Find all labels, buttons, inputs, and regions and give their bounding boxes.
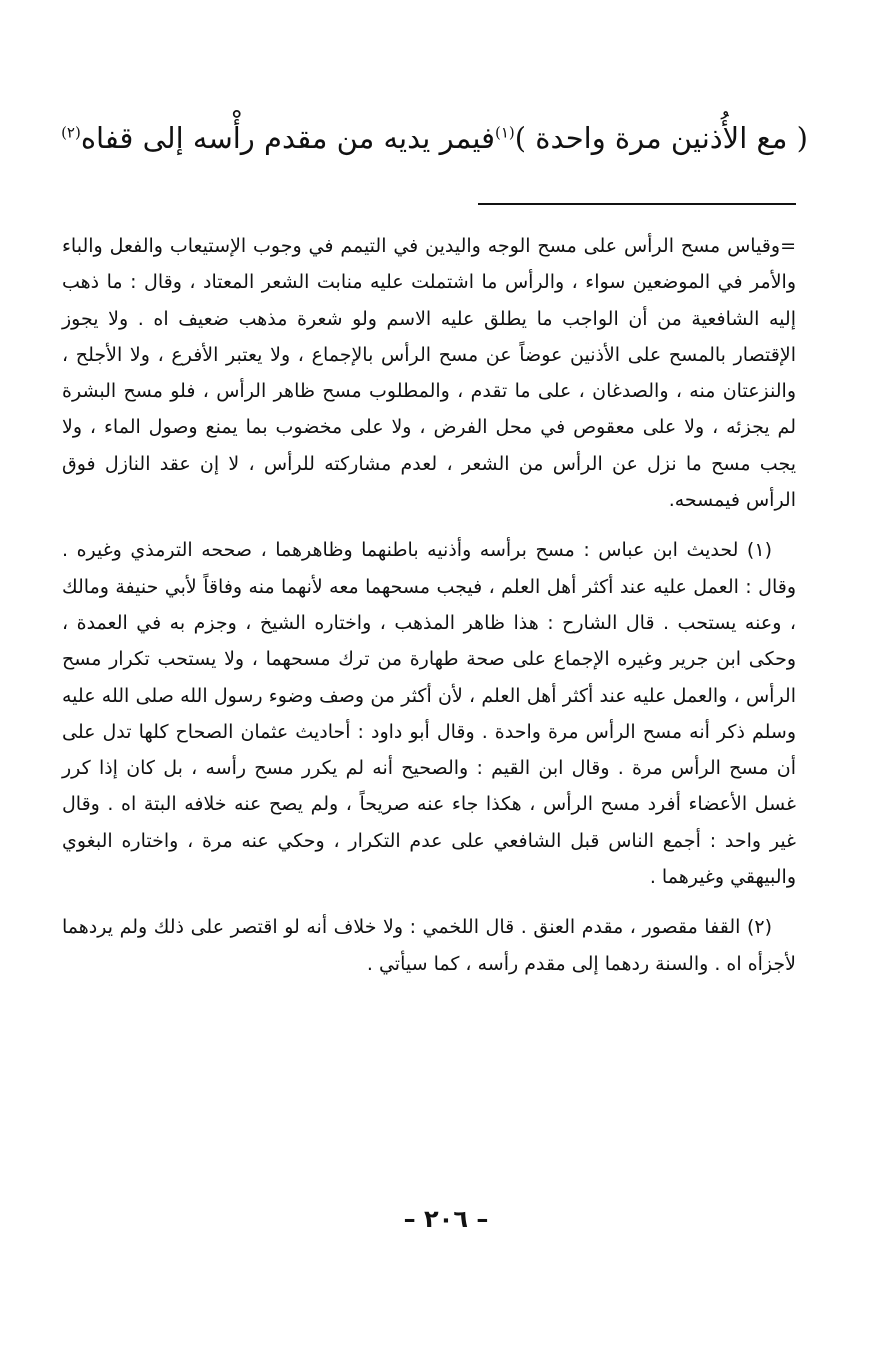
footnote-continued-paragraph: =وقياس مسح الرأس على مسح الوجه واليدين في التيمم في وجوب الإستيعاب والفعل والباء والأمر في الموضعين سواء ، والرأس ما اشتملت عليه منابت الشعر المعتاد ، وقال : ما ذهب إليه الشافعية من أن الواجب ما يطلق عليه الاسم ولو شعرة مذهب ضعيف اه . ولا يجوز الإقتصار بالمسح على الأذنين عوضاً عن مسح الرأس بالإجماع ، ولا يعتبر الأفرع ، ولا الأجلح ، والنزعتان منه ، والصدغان ، على ما تقدم ، والمطلوب مسح ظاهر الرأس ، فلو مسح البشرة لم يجزئه ، ولا على معقوص في محل الفرض ، ولا على مخضوب بما يمنع وصول الماء ، ولا يجب مسح ما نزل عن الرأس من الشعر ، لعدم مشاركته للرأس ، لا إن عقد النازل فوق الرأس فيمسحه. xyxy=(62,235,796,512)
footnote-marker-1: (١) xyxy=(494,123,515,142)
footnote-separator-rule xyxy=(478,203,796,205)
footnote-2-paragraph: (٢) القفا مقصور ، مقدم العنق . قال اللخمي : ولا خلاف أنه لو اقتصر على ذلك ولم يردهما لأجزأه اه . والسنة ردهما إلى مقدم رأسه ، كما سيأتي . xyxy=(62,916,796,975)
footnotes-block xyxy=(62,228,796,982)
page-number: – ٢٠٦ – xyxy=(403,1205,489,1233)
footnote-1-paragraph: (١) لحديث ابن عباس : مسح برأسه وأذنيه باطنهما وظاهرهما ، صححه الترمذي وغيره . وقال : العمل عليه عند أكثر أهل العلم ، فيجب مسحهما معه لأنهما منه وفاقاً لأبي حنيفة ومالك ، وعنه يستحب . قال الشارح : هذا ظاهر المذهب ، واختاره الشيخ ، وجزم به في العمدة ، وحكى ابن جرير وغيره الإجماع على صحة طهارة من ترك مسحهما ، ولا يستحب تكرار مسح الرأس ، والعمل عليه عند أكثر أهل العلم ، لأن أكثر من وصف وضوء رسول الله صلى الله عليه وسلم ذكر أنه مسح الرأس مرة واحدة . وقال أبو داود : أحاديث عثمان الصحاح كلها تدل على أن مسح الرأس مرة . وقال ابن القيم : والصحيح أنه لم يكرر مسح رأسه ، بل كان إذا كرر غسل الأعضاء أفرد مسح الرأس ، هكذا جاء عنه صريحاً ، ولم يصح عنه خلافه البتة اه . وقال غير واحد : أجمع الناس قبل الشافعي على عدم التكرار ، وحكي عنه مرة ، واختاره البغوي والبيهقي وغيرهما . xyxy=(62,539,796,889)
main-text-part-1: ( مع الأُذنين مرة واحدة ) xyxy=(514,121,808,155)
main-text-part-2: فيمر يديه من مقدم رأْسه إلى قفاه xyxy=(80,121,495,155)
main-text-line xyxy=(60,118,808,158)
footnote-marker-2: (٢) xyxy=(61,123,81,142)
